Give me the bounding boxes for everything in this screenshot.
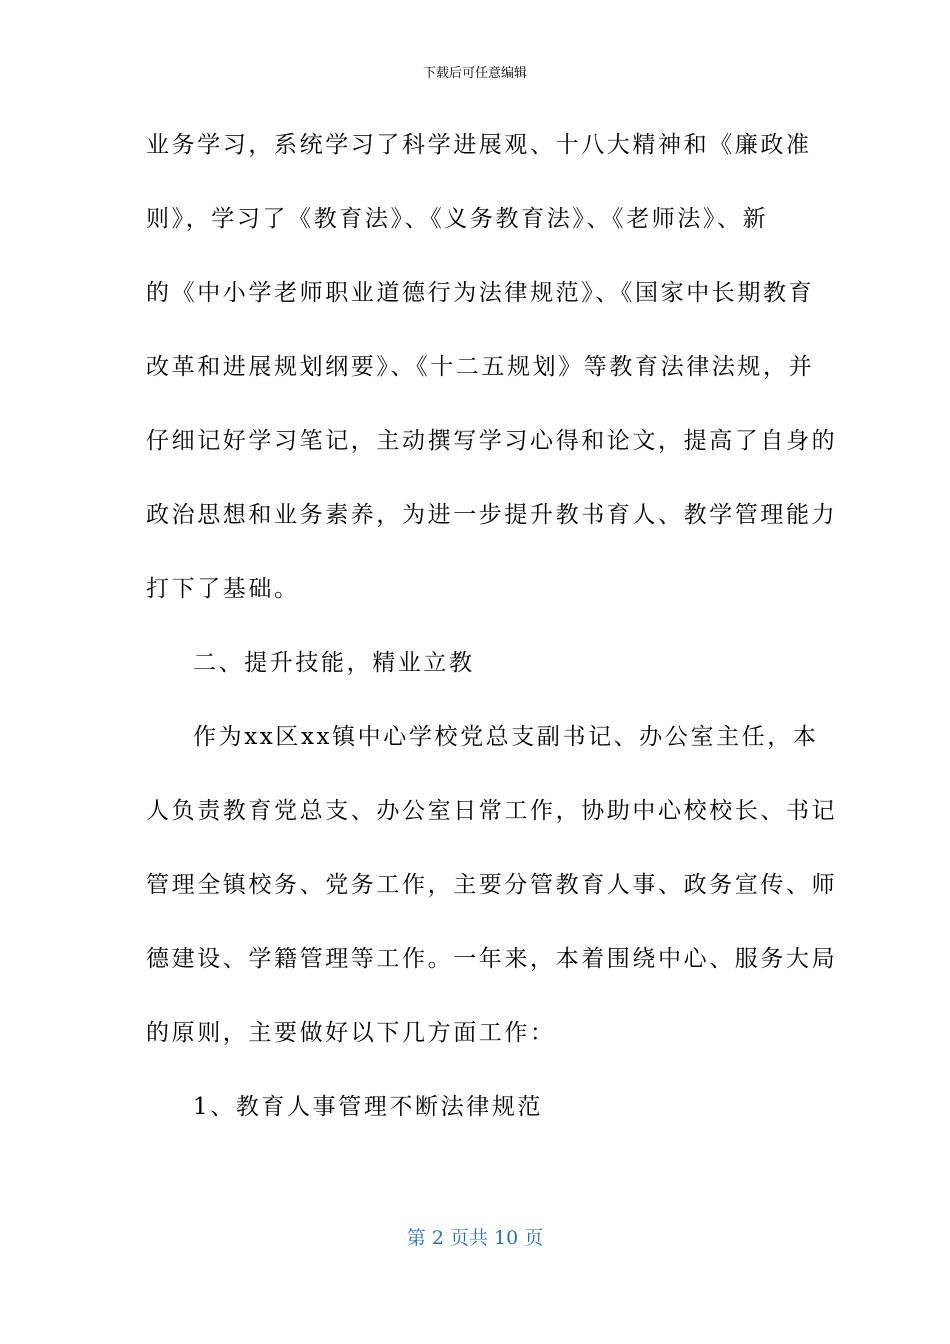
body-line: 的原则，主要做好以下几方面工作： — [146, 1020, 556, 1046]
page-number-footer: 第 2 页共 10 页 — [406, 1227, 544, 1249]
page-header: 下载后可任意编辑 — [422, 66, 527, 81]
body-line: 则》，学习了《教育法》、《义务教育法》、《老师法》、新 — [146, 206, 769, 232]
body-line: 业务学习，系统学习了科学进展观、十八大精神和《廉政准 — [146, 132, 812, 158]
body-line: 仔细记好学习笔记，主动撰写学习心得和论文，提高了自身的 — [146, 428, 838, 454]
body-line: 人负责教育党总支、办公室日常工作，协助中心校校长、书记 — [146, 798, 838, 824]
section-heading: 二、提升技能，精业立教 — [193, 650, 475, 676]
body-line: 管理全镇校务、党务工作，主要分管教育人事、政务宣传、师 — [146, 872, 838, 898]
body-line: 政治思想和业务素养，为进一步提升教书育人、教学管理能力 — [146, 502, 838, 528]
subsection-heading: 1、教育人事管理不断法律规范 — [193, 1094, 544, 1120]
paragraph-start: 作为xx区xx镇中心学校党总支副书记、办公室主任，本 — [193, 724, 819, 750]
body-line: 德建设、学籍管理等工作。一年来，本着围绕中心、服务大局 — [146, 946, 838, 972]
body-line: 的《中小学老师职业道德行为法律规范》、《国家中长期教育 — [146, 280, 815, 306]
body-line: 打下了基础。 — [146, 576, 300, 602]
document-body — [146, 128, 838, 1164]
body-line: 改革和进展规划纲要》、《十二五规划》等教育法律法规，并 — [146, 354, 815, 380]
